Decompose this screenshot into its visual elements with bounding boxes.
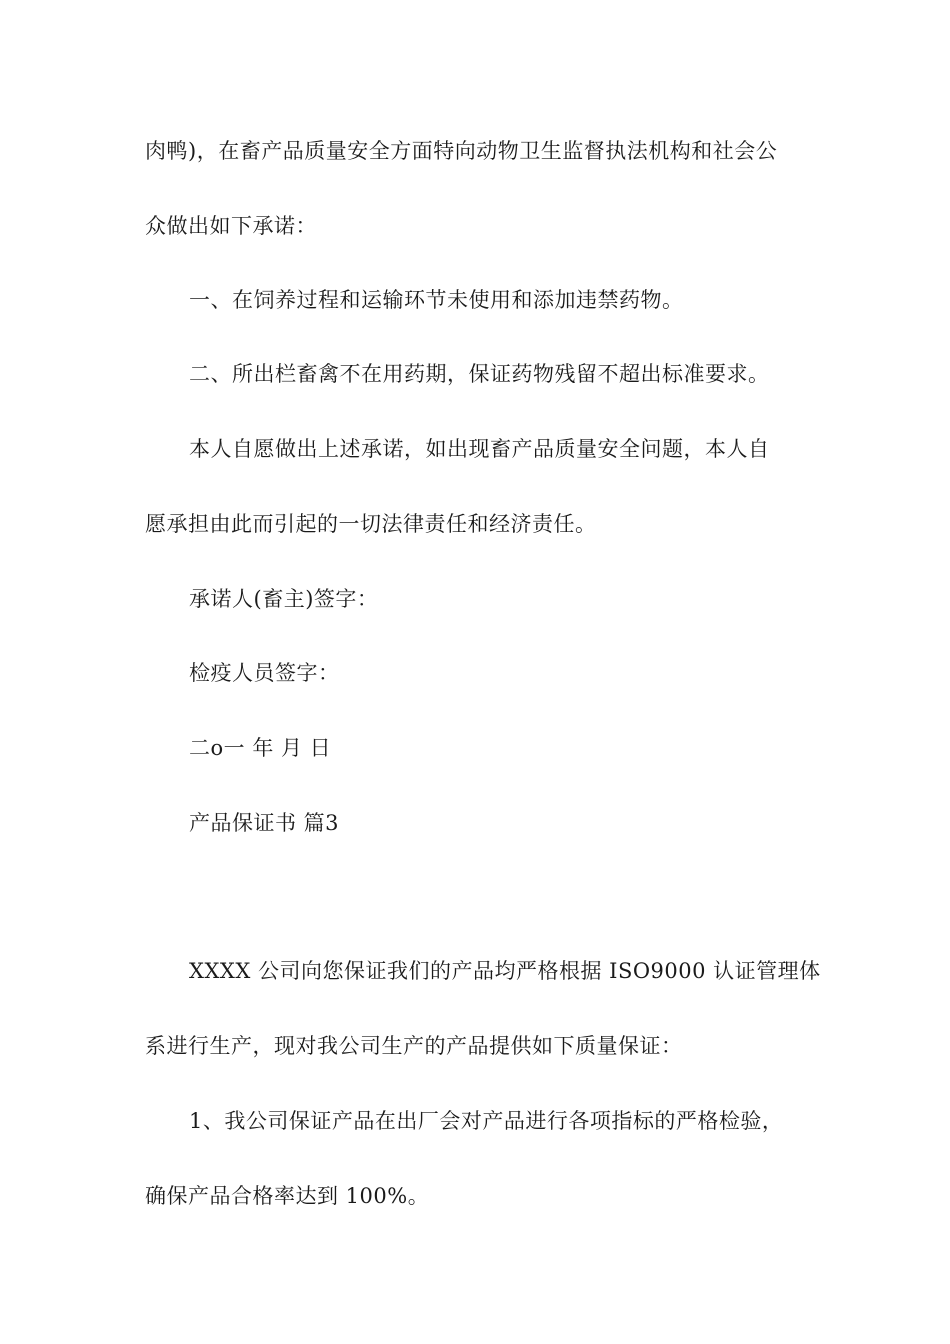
section-heading: 产品保证书 篇3 [189, 811, 340, 835]
paragraph-line: 本人自愿做出上述承诺，如出现畜产品质量安全问题，本人自 [189, 437, 770, 461]
paragraph-line: 众做出如下承诺： [145, 214, 317, 238]
inspector-signature-label: 检疫人员签字： [189, 661, 340, 685]
paragraph-line: 愿承担由此而引起的一切法律责任和经济责任。 [145, 512, 597, 536]
commitment-item-2: 二、所出栏畜禽不在用药期，保证药物残留不超出标准要求。 [189, 362, 770, 386]
paragraph-line: 肉鸭)，在畜产品质量安全方面特向动物卫生监督执法机构和社会公 [145, 139, 778, 163]
guarantee-item-1: 1、我公司保证产品在出厂会对产品进行各项指标的严格检验， [189, 1109, 784, 1133]
commitment-item-1: 一、在饲养过程和运输环节未使用和添加违禁药物。 [189, 288, 684, 312]
date-line: 二o一 年 月 日 [189, 736, 332, 760]
paragraph-line: XXXX 公司向您保证我们的产品均严格根据 ISO9000 认证管理体 [189, 959, 821, 983]
paragraph-line: 确保产品合格率达到 100%。 [145, 1184, 430, 1208]
paragraph-line: 系进行生产，现对我公司生产的产品提供如下质量保证： [145, 1034, 683, 1058]
owner-signature-label: 承诺人(畜主)签字： [189, 587, 379, 611]
